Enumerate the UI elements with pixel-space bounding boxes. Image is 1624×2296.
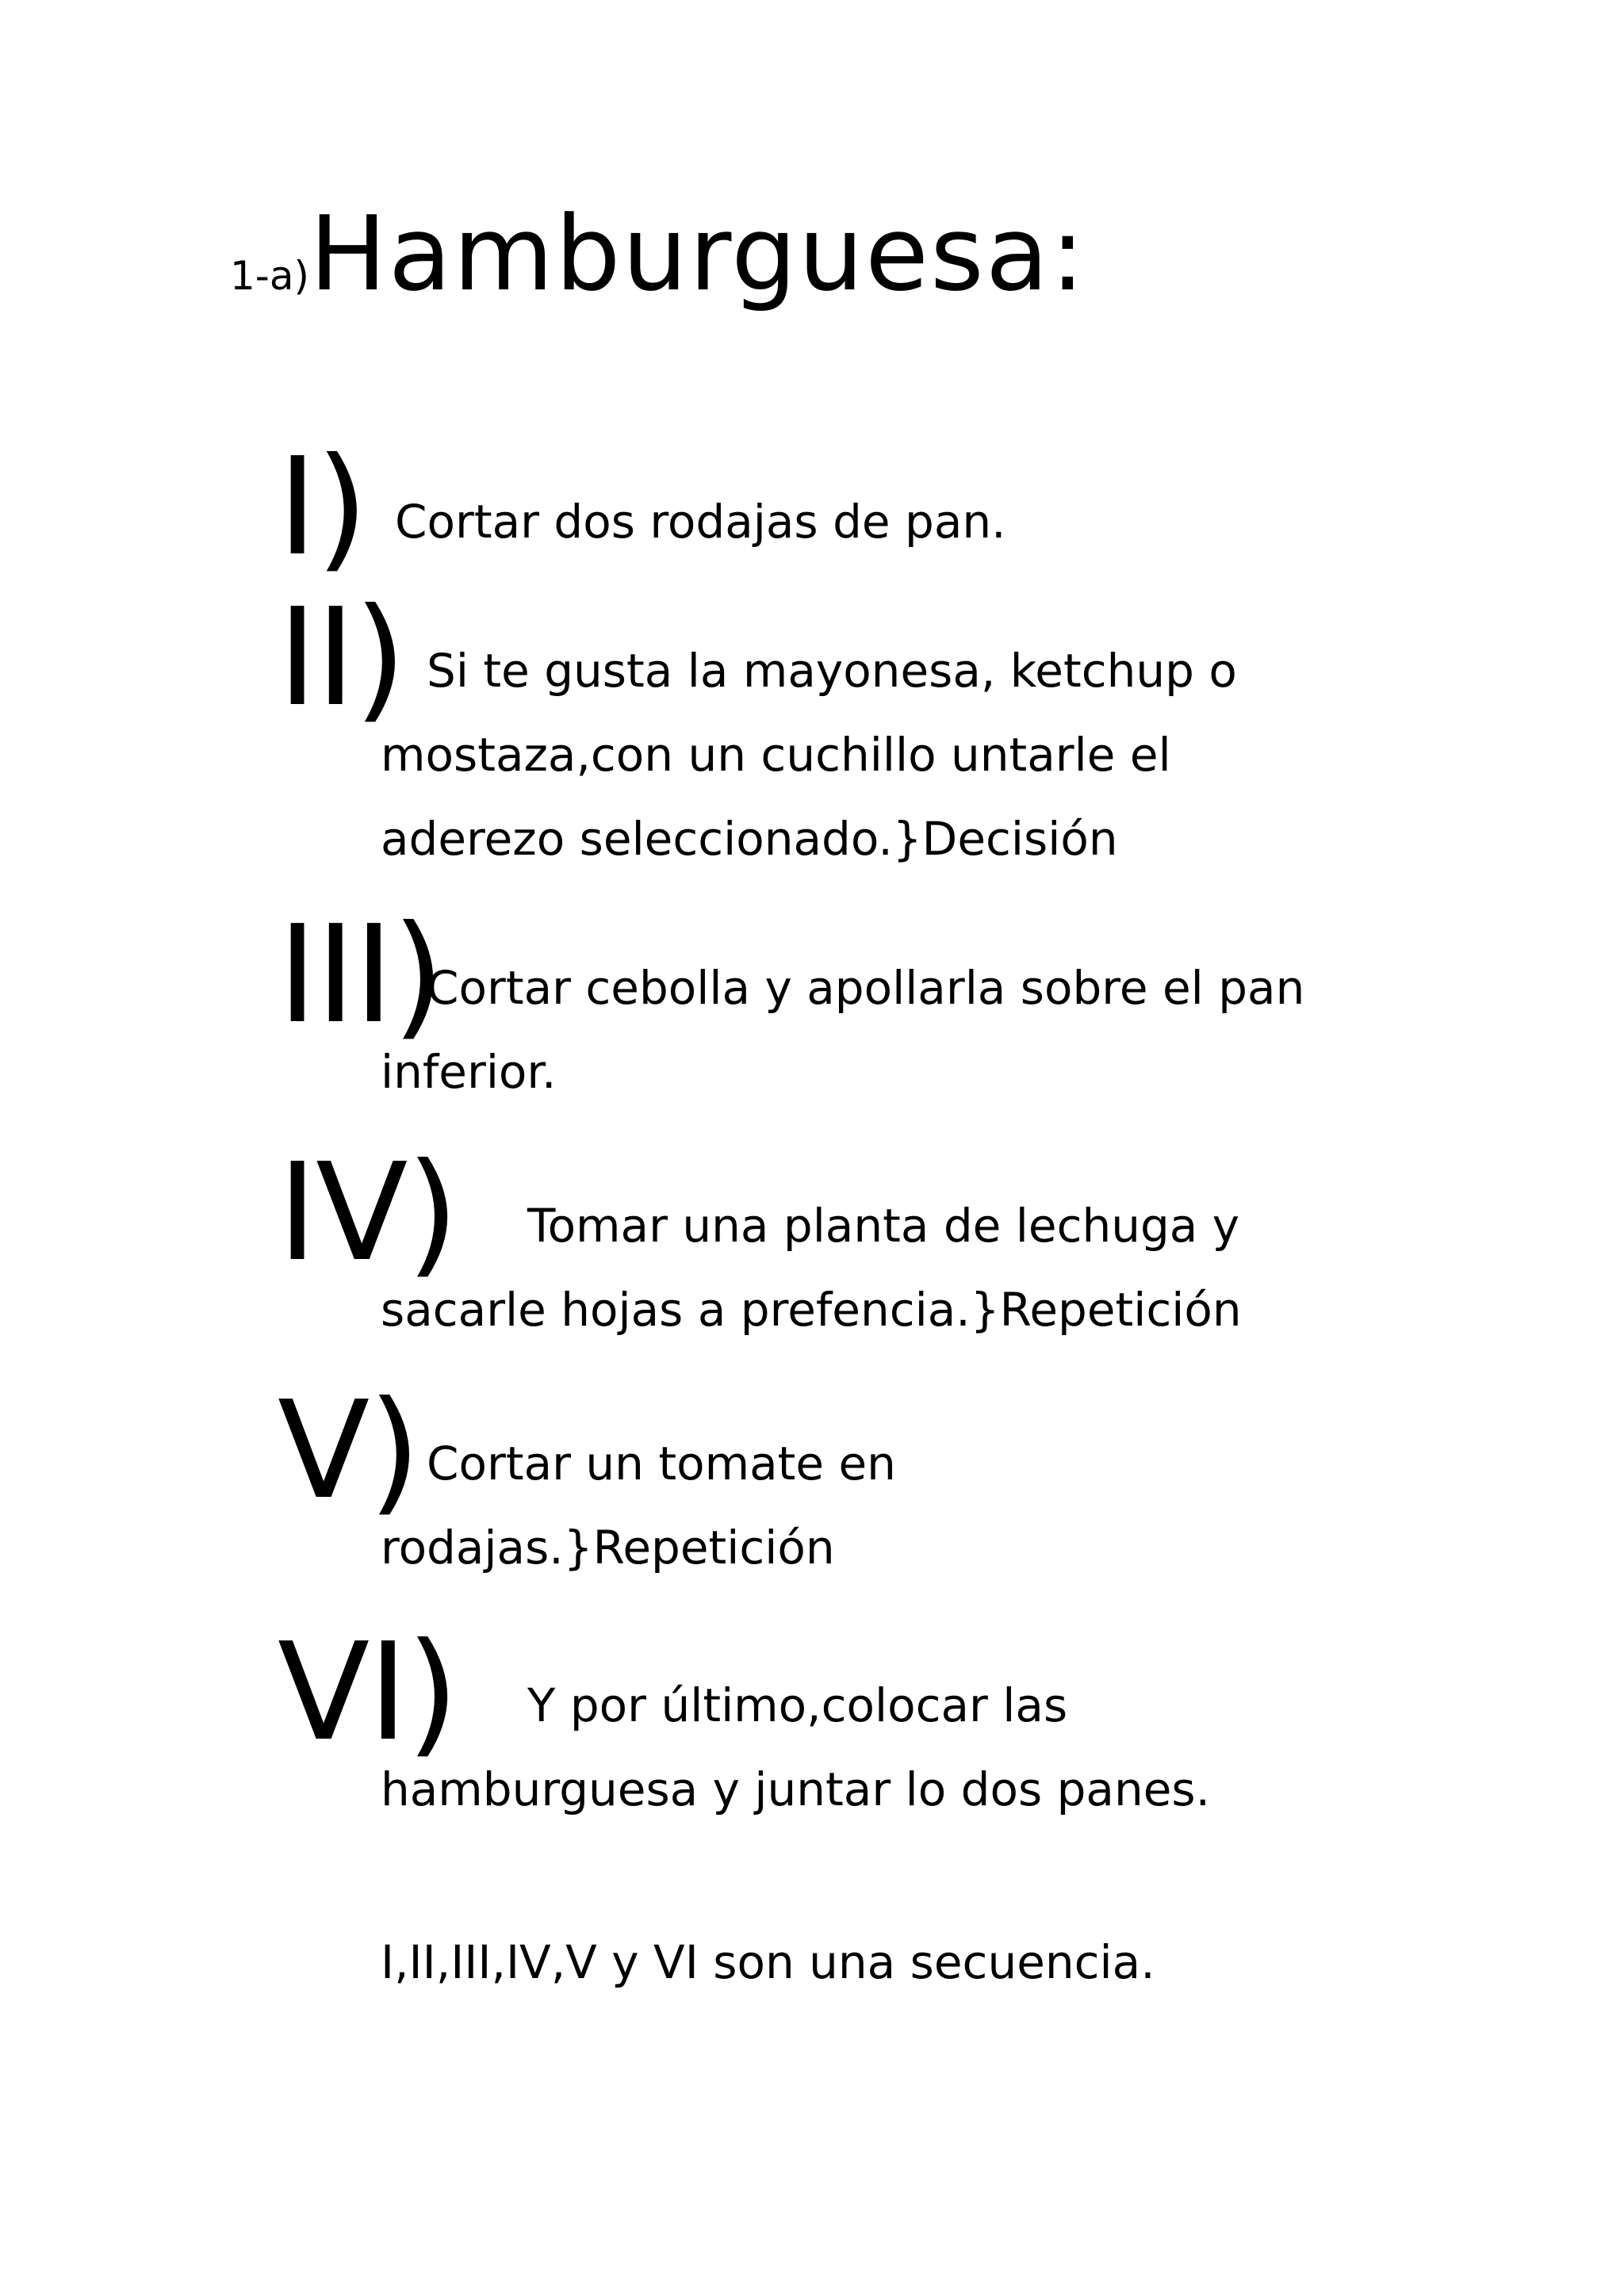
step-line: Tomar una planta de lechuga y [527, 1199, 1240, 1253]
step-numeral: VI) [278, 1614, 458, 1771]
title-text: Hamburguesa: [309, 193, 1087, 314]
step-numeral: I) [278, 429, 367, 586]
step-text [395, 480, 1006, 564]
summary-line: I,II,III,IV,V y VI son una secuencia. [381, 1935, 1155, 1989]
step-line: Si te gusta la mayonesa, ketchup o [427, 644, 1237, 698]
step-line: aderezo seleccionado.}Decisión [381, 812, 1118, 866]
step-text [381, 946, 1304, 1114]
step-line: inferior. [381, 1045, 557, 1099]
step-line: Cortar dos rodajas de pan. [395, 495, 1006, 549]
step-line: Cortar un tomate en [427, 1437, 896, 1490]
step-line: sacarle hojas a prefencia.}Repetición [381, 1283, 1242, 1337]
title-prefix: 1-a) [230, 253, 309, 299]
step-numeral: III) [278, 897, 443, 1054]
step-line: mostaza,con un cuchillo untarle el [381, 728, 1171, 782]
step-text [381, 629, 1237, 881]
step-text [381, 1184, 1242, 1352]
step-numeral: V) [278, 1372, 419, 1529]
step-line: Cortar cebolla y apollarla sobre el pan [427, 961, 1305, 1015]
step-line: hamburguesa y juntar lo dos panes. [381, 1762, 1211, 1816]
page-title [230, 193, 1087, 314]
step-text [381, 1663, 1210, 1831]
step-text [381, 1422, 896, 1590]
step-numeral: II) [278, 580, 405, 737]
step-line: Y por último,colocar las [527, 1678, 1068, 1732]
step-numeral: IV) [278, 1135, 458, 1292]
step-line: rodajas.}Repetición [381, 1521, 835, 1575]
